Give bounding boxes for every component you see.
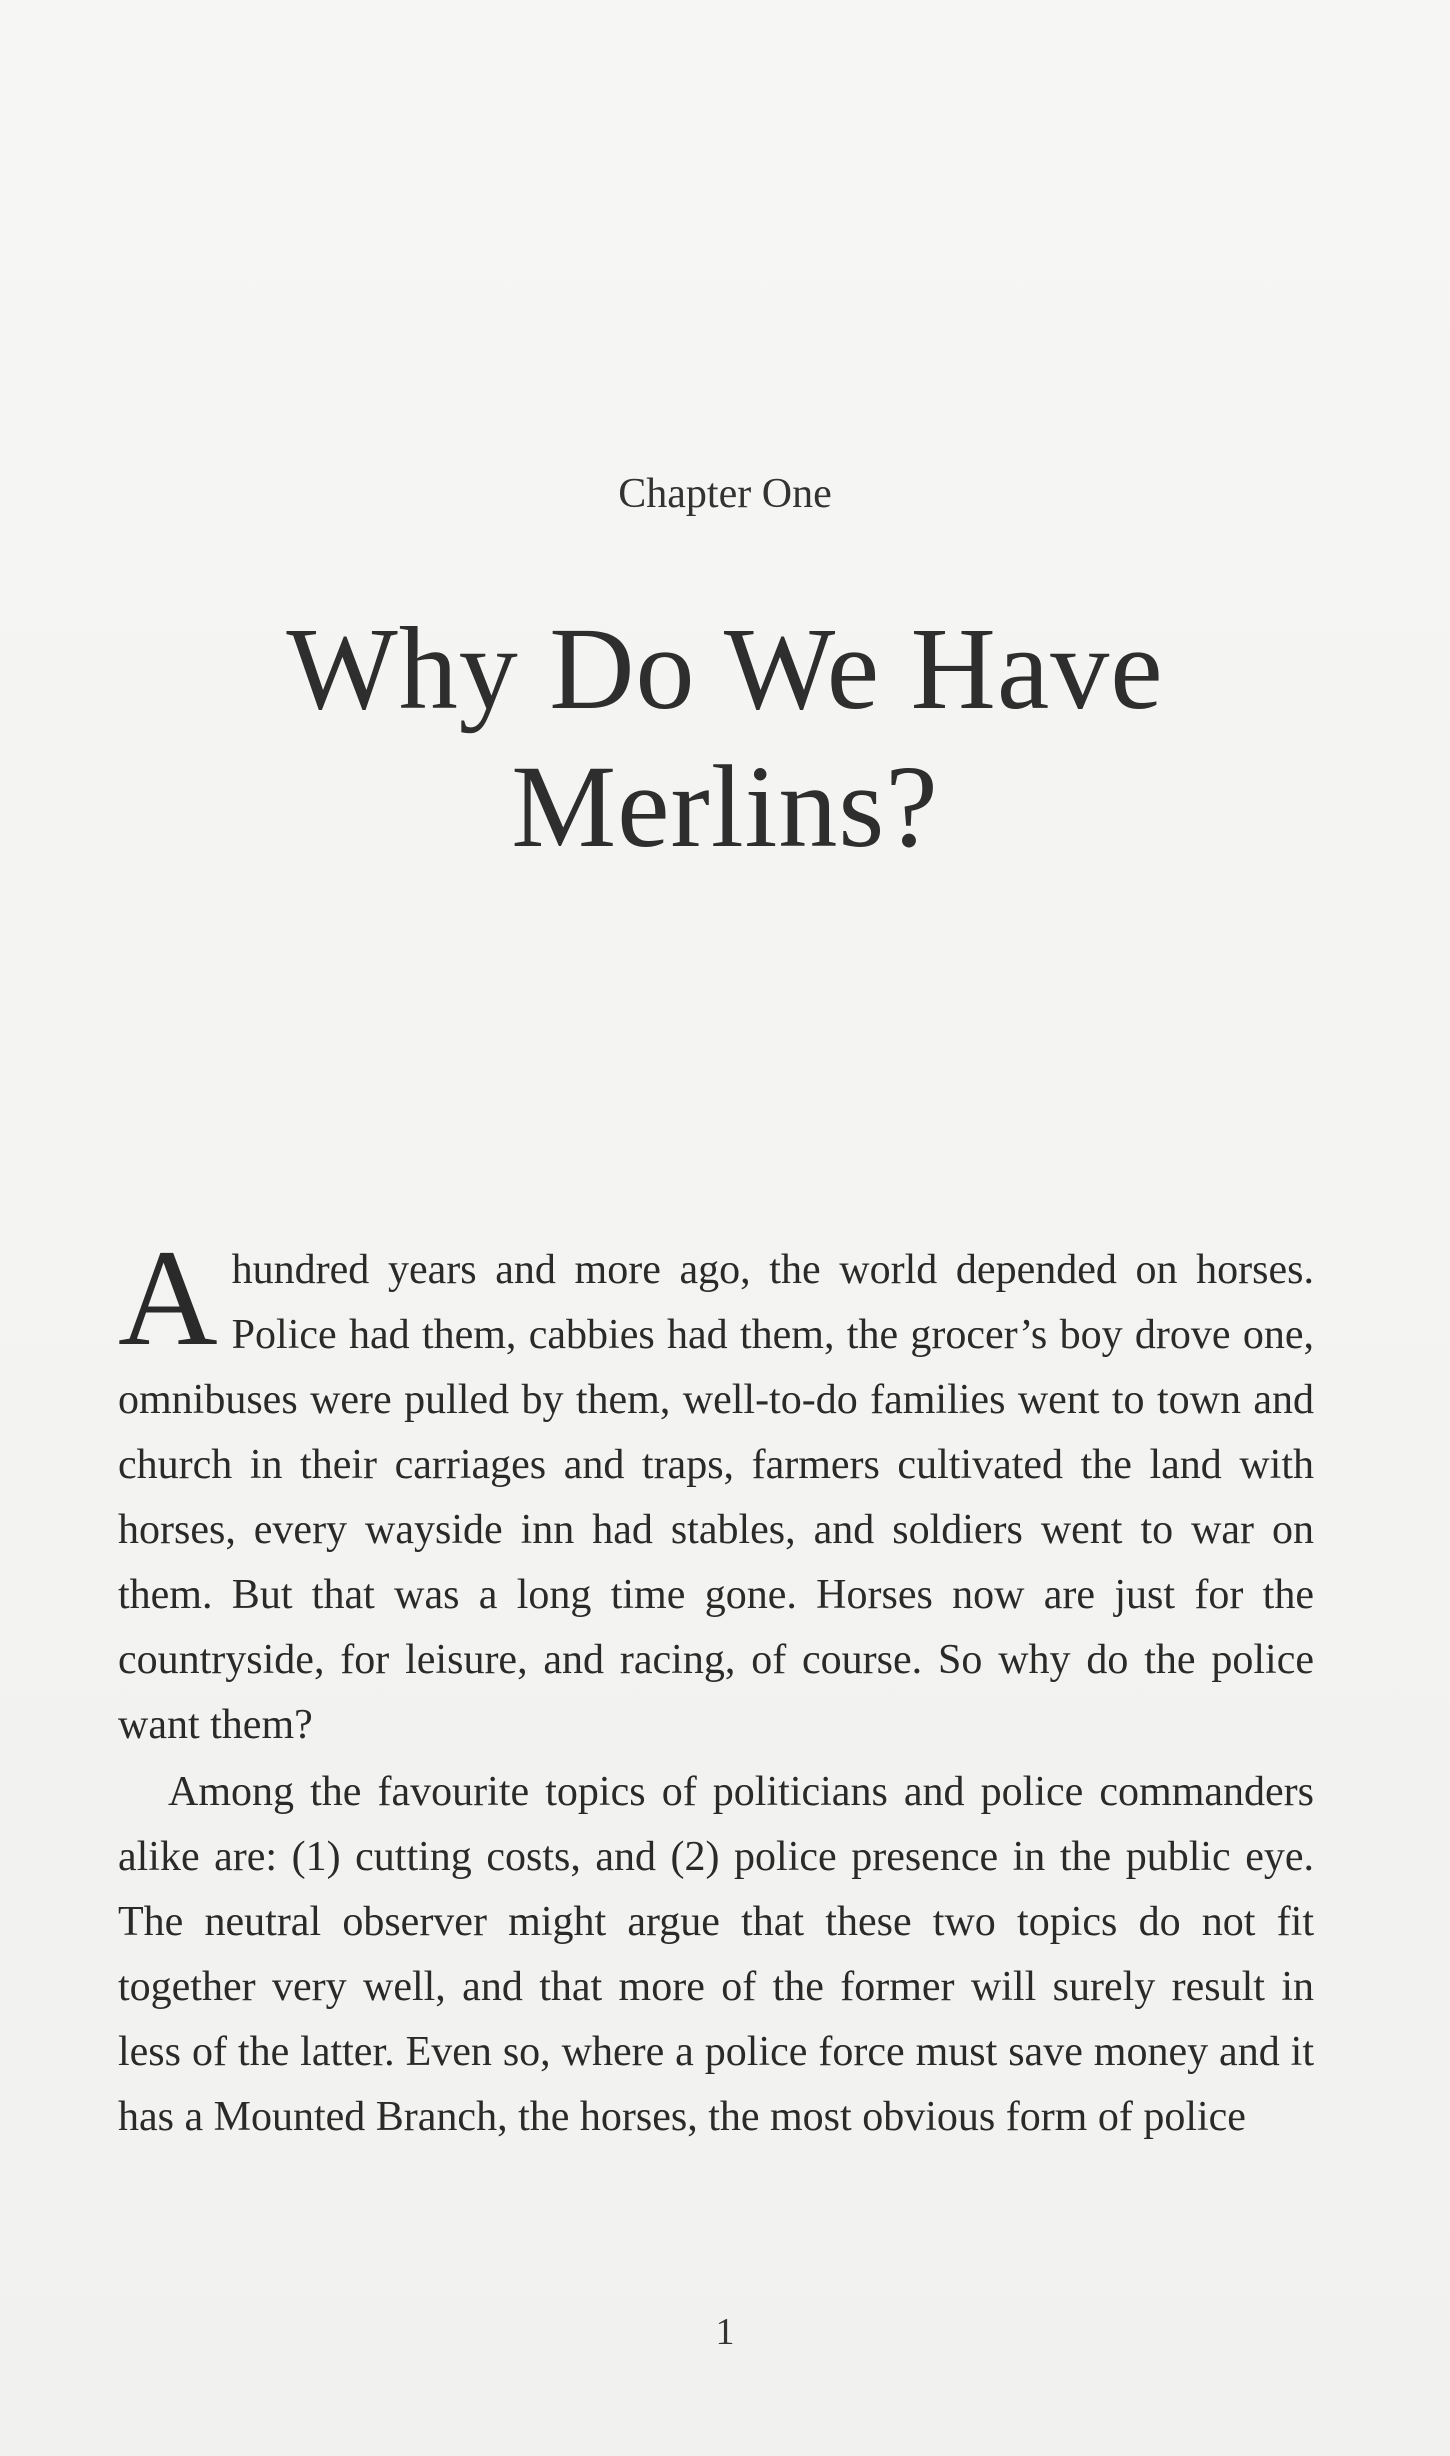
drop-cap: A [118, 1221, 218, 1374]
paragraph-2: Among the favourite topics of politicians and police commanders alike are: (1) cutting costs, and (2) police presence in the public eye. The neutral observer might argue that these two topics do not fit together very well, and that more of the former will surely result in less of the latter. Even so, where a police force must save money and it has a Mounted Branch, the horses, the most obvious form of police [118, 1769, 1314, 2140]
chapter-label: Chapter One [618, 471, 832, 517]
body-text [118, 1221, 1314, 2150]
chapter-title-line-2: Merlins? [511, 741, 939, 872]
paragraph-1-text: hundred years and more ago, the world depended on horses. Police had them, cabbies had them, the grocer’s boy drove one, omnibuses were pulled by them, well-to-do families went to town and church in their carriages and traps, farmers cultivated the land with horses, every wayside inn had stables, and soldiers went to war on them. But that was a long time gone. Horses now are just for the countryside, for leisure, and racing, of course. So why do the police want them? [118, 1247, 1314, 1748]
chapter-title [0, 600, 1450, 876]
chapter-title-line-1: Why Do We Have [286, 603, 1164, 734]
paragraph-1 [118, 1221, 1314, 1758]
page-number: 1 [715, 2311, 735, 2353]
